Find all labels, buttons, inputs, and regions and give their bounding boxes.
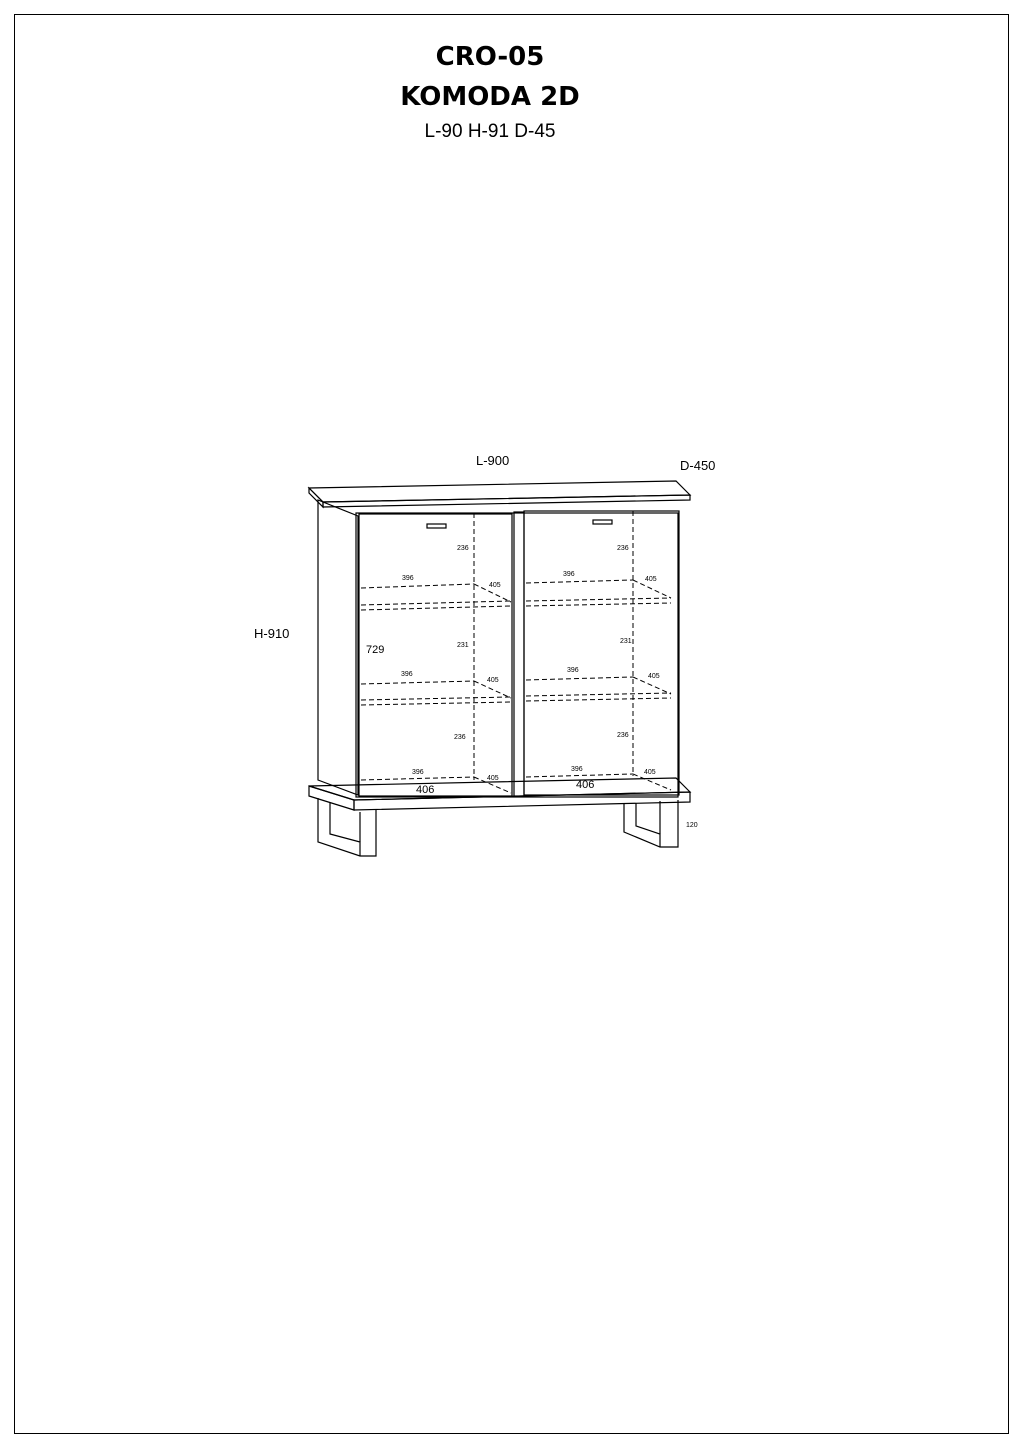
right-shelf-width-top: 396 <box>563 571 575 578</box>
carcass-front <box>356 513 678 797</box>
right-door <box>524 511 679 795</box>
right-shelf-depth-top: 405 <box>645 576 657 583</box>
right-shelf-gap-middle: 231 <box>620 638 632 645</box>
right-shelf-gap-top: 236 <box>617 545 629 552</box>
left-shelf-depth-top: 405 <box>489 582 501 589</box>
left-shelf-width-middle: 396 <box>401 671 413 678</box>
right-shelf-depth-middle: 405 <box>648 673 660 680</box>
left-shelf-gap-middle: 231 <box>457 642 469 649</box>
left-shelf-gap-bottom: 236 <box>454 734 466 741</box>
top-panel-side <box>309 488 323 507</box>
leg-height-label: 120 <box>686 822 698 829</box>
right-shelf-depth-bottom: 405 <box>644 769 656 776</box>
product-code: CRO-05 <box>435 42 545 72</box>
overall-dimensions: L-90 H-91 D-45 <box>424 121 556 142</box>
left-shelf-depth-bottom: 405 <box>487 775 499 782</box>
right-door-handle <box>593 520 612 524</box>
product-name: KOMODA 2D <box>400 82 580 112</box>
right-shelf-width-middle: 396 <box>567 667 579 674</box>
left-door-width: 406 <box>416 784 435 796</box>
right-shelf-gap-bottom: 236 <box>617 732 629 739</box>
height-label: H-910 <box>254 626 290 641</box>
center-divider <box>514 512 524 796</box>
right-leg <box>624 800 678 847</box>
left-shelf-depth-middle: 405 <box>487 677 499 684</box>
base-panel-side <box>309 786 354 810</box>
depth-label: D-450 <box>680 458 716 473</box>
right-shelf-width-bottom: 396 <box>571 766 583 773</box>
left-shelf-width-top: 396 <box>402 575 414 582</box>
right-leg-inner <box>636 803 660 847</box>
left-side-panel <box>318 500 358 795</box>
right-door-width: 406 <box>576 779 595 791</box>
left-shelf-width-bottom: 396 <box>412 769 424 776</box>
hidden-shelves <box>361 511 671 793</box>
top-panel-front <box>323 495 690 507</box>
inner-height-label: 729 <box>366 644 385 656</box>
left-door-handle <box>427 524 446 528</box>
left-shelf-gap-top: 236 <box>457 545 469 552</box>
left-leg <box>318 798 376 856</box>
width-label: L-900 <box>476 453 510 468</box>
